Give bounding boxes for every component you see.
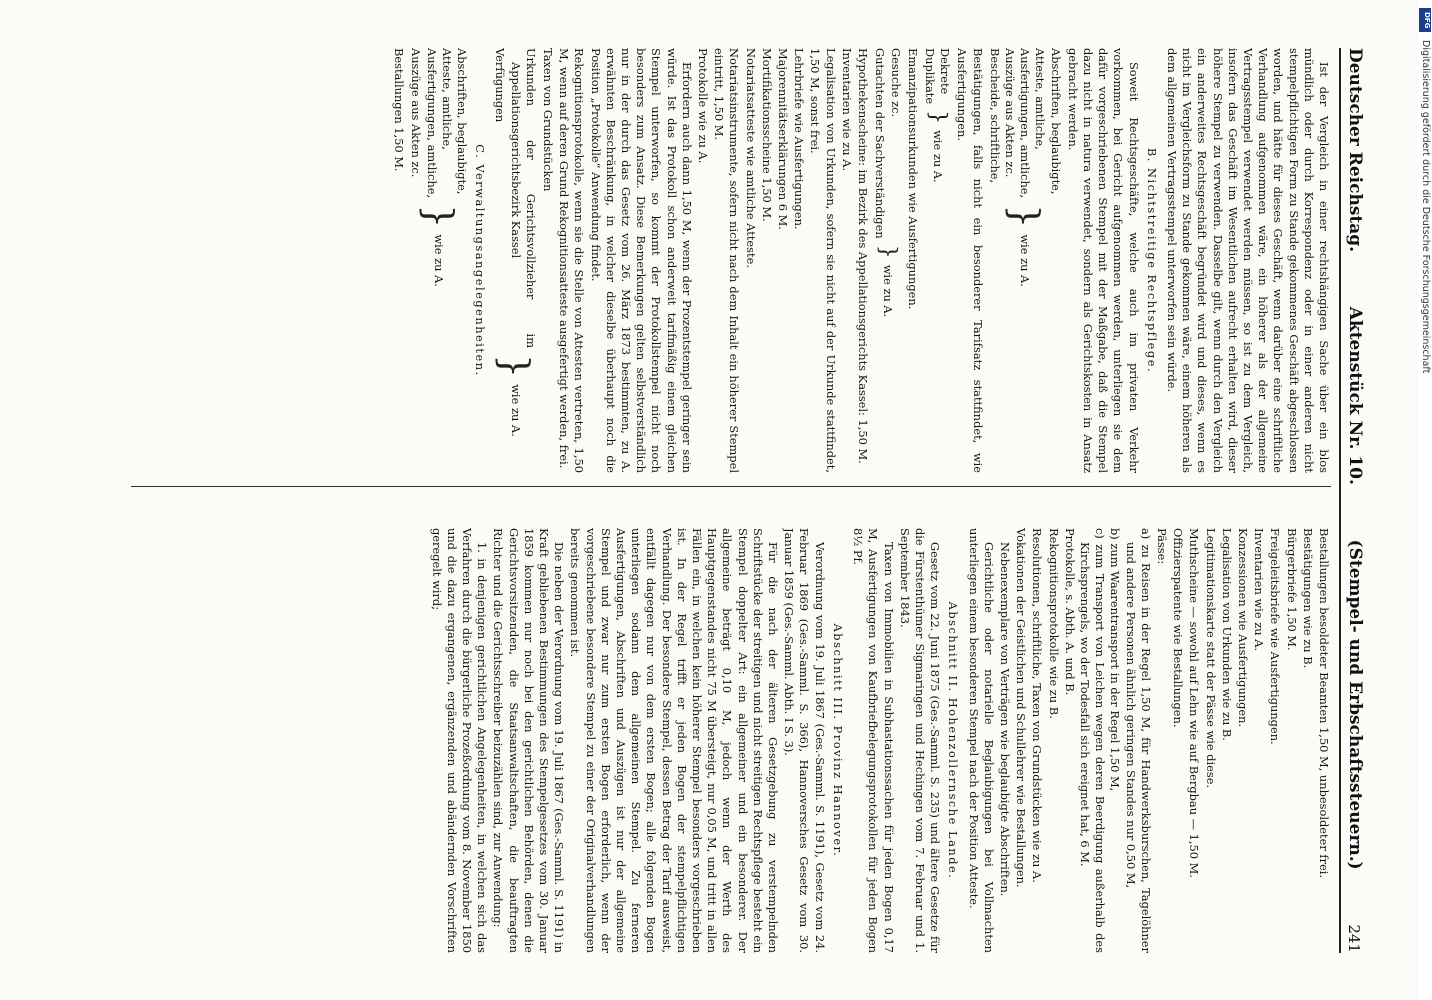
paragraph: Muthscheine — sowohl auf Lehn wie auf Bergbau — 1,50 M.: [1187, 528, 1202, 878]
curly-brace-icon: }: [493, 354, 538, 379]
header-right: (Stempel- und Erbschaftssteuern.): [1345, 539, 1365, 870]
list-item: a) zu Reisen in der Regel 1,50 M, für Handwerksburschen, Tagelöhner und andere Personen ähnlich geringen Standes nur 0,50 M,: [1123, 528, 1153, 953]
paragraph: Majorennitätserklärungen 6 M.: [776, 48, 791, 230]
list-item: Abschriften, beglaubigte,: [455, 48, 470, 195]
bracket-group: [872, 48, 902, 473]
paragraph: Mortifikationsscheine 1,50 M.: [759, 48, 774, 222]
paragraph: Legalisation von Urkunden, sofern sie nicht auf der Urkunde stattfindet, 1,50 M, sonst frei.: [808, 48, 838, 473]
dfg-logo: DFG: [1419, 8, 1431, 32]
section-heading-c: C. Verwaltungsangelegenheiten.: [473, 144, 488, 377]
paragraph: Bestallungen 1,50 M.: [392, 48, 407, 172]
bracket-group: [922, 48, 952, 473]
paragraph: Rekognitionsprotokolle, wenn sie die Stelle von Attesten vertreten, 1,50 M, wenn auf deren Grund Rekognitionsatteste ausgefertigt werden, frei.: [557, 48, 587, 473]
section-heading-hannover: Abschnitt III. Provinz Hannover.: [830, 623, 845, 858]
bracket-note: wie zu A.: [880, 264, 895, 318]
curly-brace-icon: }: [1002, 204, 1047, 229]
list-item: Atteste, amtliche,: [1033, 48, 1048, 150]
paragraph: 1. in denjenigen gerichtlichen Angelegenheiten, in welchen sich das Verfahren durch die bürgerliche Prozeßordnung vom 8. November 1850 und die dazu ergangenen, ergänzenden und abändernden Vorschriften geregelt wird;: [429, 528, 490, 953]
list-item: Duplikate: [922, 48, 937, 105]
paragraph: Offizierspatente wie Bestallungen.: [1171, 528, 1186, 728]
list-item: Verfügungen: [493, 48, 508, 123]
list-item: Auszüge aus Akten zc.: [409, 48, 424, 178]
paragraph: Taxen von Grundstücken: [541, 48, 556, 192]
section-heading-hohenzollern: Abschnitt II. Hohenzollernsche Lande.: [946, 601, 961, 880]
paragraph: Für die nach der älteren Gesetzgebung zu verstempelnden Schriftstücke der streitigen und nicht streitigen Rechtspflege besteht ein Stempel doppelter Art: ein allgemeiner und ein besonderer. Der allgemeine beträgt 0,10 M, jedoch wenn der Werth des Hauptgegenstandes nicht 75 M übersteigt, nur 0,05 M, und tritt in allen Fällen ein, in welchen kein höherer Stempel besonders vorgeschrieben ist. In der Regel trifft er jeden Bogen der stempelpflichtigen Verhandlung. Der besondere Stempel, dessen Betrag der Tarif ausweist, entfällt dagegen nur von dem ersten Bogen; alle folgenden Bogen unterliegen sodann dem allgemeinen Stempel. Zu ferneren Ausfertigungen, Abschriften und Auszügen ist nur der allgemeine Stempel und zwar nur zum ersten Bogen erforderlich, wenn der vorgeschriebene besondere Stempel zu einer der Originalverhandlungen bereits genommen ist.: [568, 528, 781, 953]
paragraph: Inventarien wie zu A.: [1252, 528, 1267, 652]
header-center: Aktenstück Nr. 10.: [1345, 306, 1365, 485]
paragraph: Ist der Vergleich in einer rechtshängigen Sache über ein blos mündlich oder durch Korrespondenz oder in einer anderen nicht stempelpflichtigen Form zu Stande gekommenes Geschäft abgeschlossen worden, und hätte für dieses Geschäft, wenn darüber eine schriftliche Verhandlung aufgenommen wäre, ein höherer als der allgemeine Vertragsstempel verwendet werden müssen, so ist zu dem Vergleich, insofern das Geschäft im Wesentlichen aufrecht erhalten wird, dieser höhere Stempel zu verwenden. Dasselbe gilt, wenn durch den Vergleich ein anderweites Rechtsgeschäft begründet wird und dieses, wenn es nicht im Vergleichsform zu Stande gekommen wäre, einem höheren als dem allgemeinen Vertragsstempel unterworfen sein würde.: [1164, 48, 1331, 473]
bracket-note: wie zu A.: [508, 384, 523, 437]
paragraph: Bestätigungen wie zu B.: [1300, 528, 1315, 669]
paragraph: Notariatsatteste wie amtliche Atteste.: [743, 48, 758, 268]
paragraph: Die neben der Verordnung vom 19. Juli 1867 (Ges.-Samml. S. 1191) in Kraft gebliebenen Bestimmungen des Stempelgesetzes vom 30. Januar 1859 kommen nur noch bei den gerichtlichen Behörden, denen die Gerichtsvorsitzenden, die Staatsanwaltschaften, die beauftragten Richter und die Gerichtsschreiber beizuzählen sind, zur Anwendung:: [491, 528, 567, 953]
list-item: Ausfertigungen, amtliche,: [424, 48, 439, 199]
list-item: Urkunden der Gerichtsvollzieher im Appellationsgerichtsbezirk Kassel: [508, 48, 538, 348]
paragraph: Bestallungen besoldeter Beamten 1,50 M, unbesoldeter frei.: [1317, 528, 1331, 879]
list-item: Dekrete: [938, 48, 953, 95]
bracket-group: [492, 48, 538, 473]
left-column: [61, 48, 1331, 473]
paragraph: Protokolle wie zu A.: [696, 48, 711, 164]
bracket-list: [492, 48, 538, 348]
paragraph: Taxen von Immobilien in Subhastationssachen für jeden Bogen 0,17 M, Ausfertigungen von Kaufbriefbelegungsprotokollen für jeden Bogen 8½ Pf.: [851, 528, 896, 953]
paragraph: Vokationen der Geistlichen und Schullehrer wie Bestallungen.: [1014, 528, 1029, 888]
paragraph: Pässe:: [1154, 528, 1169, 565]
paragraph: Rekognitionsprotokolle wie zu B.: [1046, 528, 1061, 719]
curly-brace-icon: }: [924, 110, 950, 125]
paragraph: Protokolle, s. Abth. A. und B.: [1062, 528, 1077, 696]
paragraph: Gesetz vom 22. Juni 1875 (Ges.-Samml. S. 235) und ältere Gesetze für die Fürstenthümer Sigmaringen und Hechingen vom 7. Februar und 1. September 1843.: [897, 528, 943, 953]
rotated-page-content: [9, 0, 1409, 1000]
bracket-group: [408, 48, 469, 473]
curly-brace-icon: }: [875, 244, 901, 259]
bracket-list: [408, 48, 469, 198]
bracket-list: [987, 48, 1063, 198]
credit-text: Digitalisierung gefördert durch die Deutsche Forschungsgemeinschaft: [1420, 40, 1431, 374]
list-item: Ausfertigungen, amtliche,: [1018, 48, 1033, 199]
list-item: Gesuche zc.: [888, 48, 903, 118]
list-item: Auszüge aus Akten zc.: [1002, 48, 1017, 178]
paragraph: Legitimationskarte statt der Pässe wie diese.: [1203, 528, 1218, 789]
bracket-list: [922, 48, 952, 104]
list-item: b) zum Waarentransport in der Regel 1,50 M,: [1108, 528, 1123, 792]
paragraph: Hypothekenscheine: im Bezirk des Appellationsgerichts Kassel: 1,50 M.: [856, 48, 871, 464]
paragraph: Erfordern auch dann 1,50 M, wenn der Prozentstempel geringer sein würde. Ist das Protokoll schon anderweit tarifmäßig einem gleichen Stempel unterworfen, so kommt der Protokollstempel nicht noch besonders zum Ansatz. Diese Bemerkungen gelten selbstverständlich nur in der durch das Gesetz vom 26. März 1873 bestimmten, zu A. erwähnten Beschränkung, in welcher dieselbe überhaupt noch die Position „Protokolle“ Anwendung findet.: [588, 48, 694, 473]
bracket-note: wie zu A.: [930, 130, 945, 183]
paragraph: Resolutionen, schriftliche, Taxen von Grundstücken wie zu A.: [1030, 528, 1045, 883]
bracket-note: wie zu A.: [432, 234, 447, 287]
list-item: Bescheide, schriftliche,: [987, 48, 1002, 184]
paragraph: Bestätigungen, falls nicht ein besonderer Tarifsatz stattfindet, wie Ausfertigungen.: [955, 48, 985, 473]
page-header: [1339, 48, 1379, 953]
list-item: c) zum Transport von Leichen wegen deren Beerdigung außerhalb des Kirchsprengels, wo der Todesfall sich ereignet hat, 6 M.: [1077, 528, 1108, 953]
section-heading-b: B. Nichtstreitige Rechtspflege.: [1144, 147, 1159, 374]
bracket-note: wie zu A.: [1018, 234, 1033, 287]
page-number: 241: [1345, 924, 1363, 953]
bracket-group: [987, 48, 1063, 473]
paragraph: Inventarien wie zu A.: [839, 48, 854, 172]
paragraph: Freigeleitsbriefe wie Ausfertigungen.: [1268, 528, 1283, 745]
paragraph: Soweit Rechtsgeschäfte, welche auch im privaten Verkehr vorkommen, bei Gericht aufgenommen werden, unterliegen sie dem dafür vorgeschriebenen Stempel mit der Maßgabe, daß die Stempel dazu nicht in natura verwendet, sondern als Gerichtskosten in Ansatz gebracht werden.: [1065, 48, 1141, 473]
right-column: [61, 528, 1331, 953]
bracket-list: [872, 48, 902, 239]
list-item: Atteste, amtliche,: [439, 48, 454, 150]
paragraph: Lehrbriefe wie Ausfertigungen.: [792, 48, 807, 230]
paragraph: Bürgerbriefe 1,50 M.: [1284, 528, 1299, 651]
digitization-credit: [1418, 0, 1432, 1000]
paragraph: Konzessionen wie Ausfertigungen.: [1235, 528, 1250, 728]
paragraph: Notariatsinstrumente, sofern nicht nach dem Inhalt ein höherer Stempel eintritt, 1,50 M.: [712, 48, 742, 473]
list-item: Gutachten der Sachverständigen: [873, 48, 888, 239]
column-divider: [131, 486, 1331, 487]
paragraph: Nebenexemplare von Verträgen wie beglaubigte Abschriften.: [997, 542, 1012, 897]
curly-brace-icon: }: [416, 204, 461, 229]
paragraph: Legalisation von Urkunden wie zu B.: [1219, 528, 1234, 741]
header-left: Deutscher Reichstag.: [1345, 48, 1365, 253]
passes-list: [1077, 528, 1153, 953]
paragraph: Emanzipationsurkunden wie Ausfertigungen.: [905, 48, 920, 310]
paragraph: Verordnung vom 19. Juli 1867 (Ges.-Samml. S. 1191), Gesetz vom 24. Februar 1869 (Ges.-Samml. S. 366), Hannoversches Gesetz vom 30. Januar 1859 (Ges.-Samml. Abth. I S. 3).: [782, 528, 827, 953]
list-item: Abschriften, beglaubigte,: [1048, 48, 1063, 195]
paragraph: Gerichtliche oder notarielle Beglaubigungen bei Vollmachten unterliegen einem besonderen Stempel nach der Position Atteste.: [966, 528, 996, 953]
